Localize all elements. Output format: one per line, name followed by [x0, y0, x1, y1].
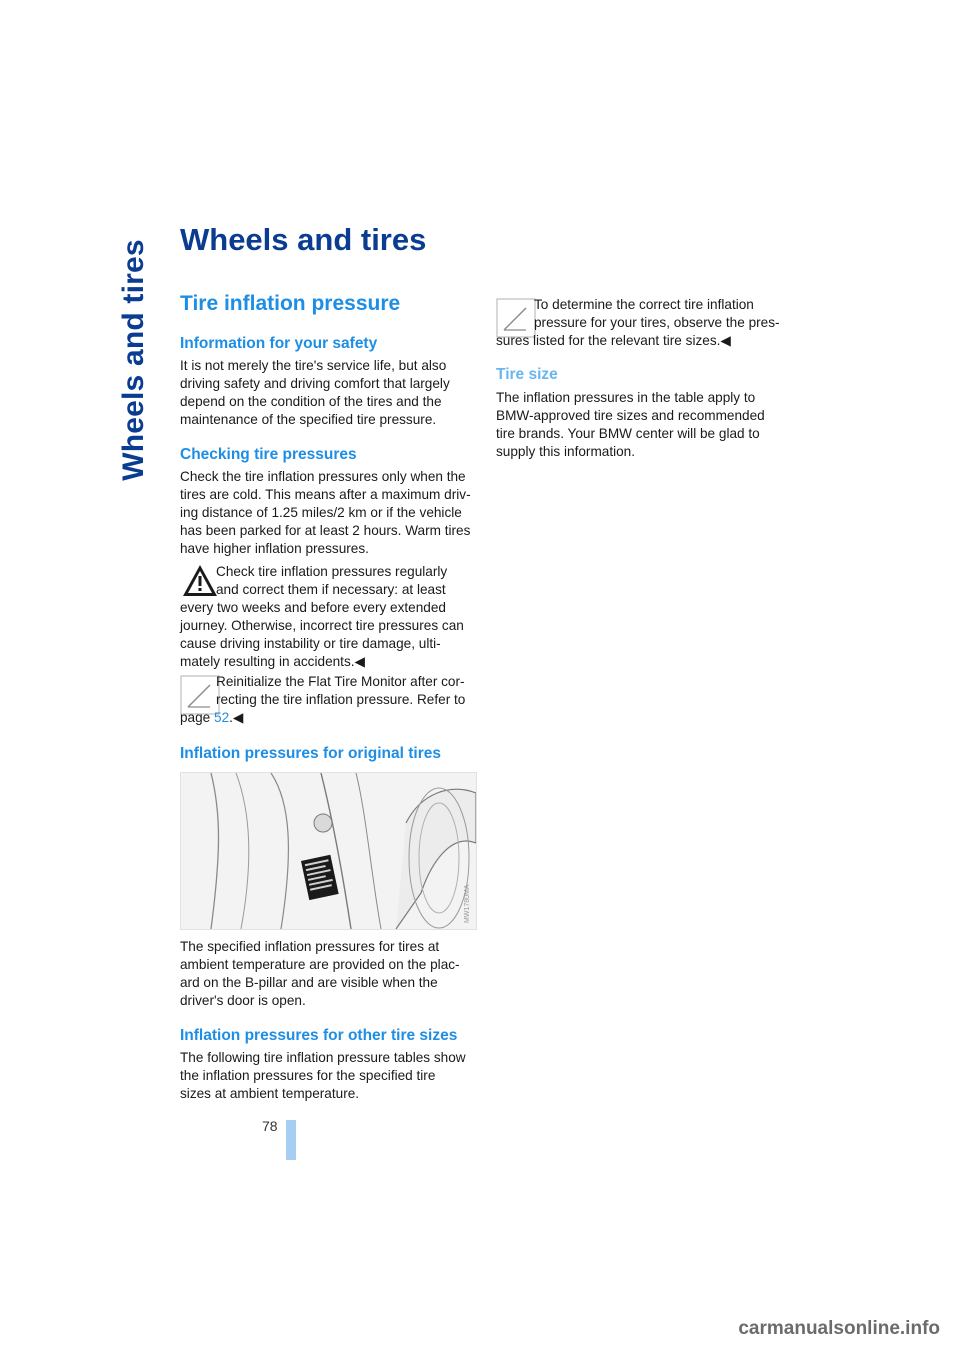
paragraph-other — [180, 1049, 480, 1103]
warning-note — [180, 563, 480, 671]
text-line: maintenance of the specified tire pressure. — [180, 412, 437, 427]
text-line: have higher inflation pressures. — [180, 541, 369, 556]
photo-code: MW1780MA — [464, 884, 471, 923]
b-pillar-placard-illustration — [180, 772, 477, 930]
b-pillar-drawing — [181, 773, 476, 929]
text-line: mately resulting in accidents.◀ — [180, 654, 365, 669]
page-link[interactable]: 52 — [214, 710, 230, 725]
text-line: ing distance of 1.25 miles/2 km or if the vehicle — [180, 505, 462, 520]
text-line: depend on the condition of the tires and the — [180, 394, 442, 409]
page-number: 78 — [262, 1118, 278, 1134]
text-line: and correct them if necessary: at least — [216, 582, 446, 597]
text-line: It is not merely the tire's service life, but also — [180, 358, 447, 373]
side-title-text: Wheels and tires — [117, 239, 150, 481]
text-line: driver's door is open. — [180, 993, 306, 1008]
paragraph-checking — [180, 468, 480, 558]
text-line: Check tire inflation pressures regularly — [216, 564, 448, 579]
text-line: recting the tire inflation pressure. Refer to — [216, 692, 466, 707]
text-line: journey. Otherwise, incorrect tire pressures can — [180, 618, 464, 633]
heading-safety: Information for your safety — [180, 335, 378, 352]
text-line — [180, 709, 480, 727]
text-line: Check the tire inflation pressures only when the — [180, 469, 466, 484]
text-fragment: .◀ — [229, 710, 244, 725]
text-fragment: page — [180, 710, 215, 725]
determine-note — [496, 296, 796, 350]
info-note — [180, 673, 480, 727]
text-line: pressure for your tires, observe the pres- — [534, 315, 780, 330]
text-line: tires are cold. This means after a maximum driv- — [180, 487, 471, 502]
text-line: The following tire inflation pressure tables show — [180, 1050, 466, 1065]
text-line: To determine the correct tire inflation — [534, 297, 754, 312]
heading-tire-size: Tire size — [496, 366, 558, 383]
text-line: the inflation pressures for the specified tire — [180, 1068, 436, 1083]
text-line: cause driving instability or tire damage, ulti- — [180, 636, 441, 651]
heading-checking: Checking tire pressures — [180, 446, 357, 463]
text-line: tire brands. Your BMW center will be glad to — [496, 426, 760, 441]
text-line: The specified inflation pressures for tires at — [180, 939, 440, 954]
text-line: BMW-approved tire sizes and recommended — [496, 408, 765, 423]
text-line: Reinitialize the Flat Tire Monitor after cor- — [216, 674, 465, 689]
text-line: ambient temperature are provided on the plac- — [180, 957, 460, 972]
page-number-bar — [286, 1120, 296, 1160]
section-title: Tire inflation pressure — [180, 292, 401, 315]
text-line: The inflation pressures in the table apply to — [496, 390, 756, 405]
text-line: ard on the B-pillar and are visible when the — [180, 975, 438, 990]
text-line: every two weeks and before every extended — [180, 600, 446, 615]
text-line: supply this information. — [496, 444, 636, 459]
text-line: driving safety and driving comfort that largely — [180, 376, 450, 391]
heading-other-tire-sizes: Inflation pressures for other tire sizes — [180, 1027, 458, 1044]
footer-logo: carmanualsonline.info — [738, 1318, 940, 1339]
heading-original-tires: Inflation pressures for original tires — [180, 745, 441, 762]
side-section-title — [112, 230, 156, 490]
text-line: has been parked for at least 2 hours. Warm tires — [180, 523, 471, 538]
page-title: Wheels and tires — [180, 222, 427, 257]
text-line: sures listed for the relevant tire sizes.◀ — [496, 333, 731, 348]
text-line: sizes at ambient temperature. — [180, 1086, 360, 1101]
paragraph-tire-size — [496, 389, 796, 461]
paragraph-original — [180, 938, 480, 1010]
paragraph-safety — [180, 357, 480, 429]
